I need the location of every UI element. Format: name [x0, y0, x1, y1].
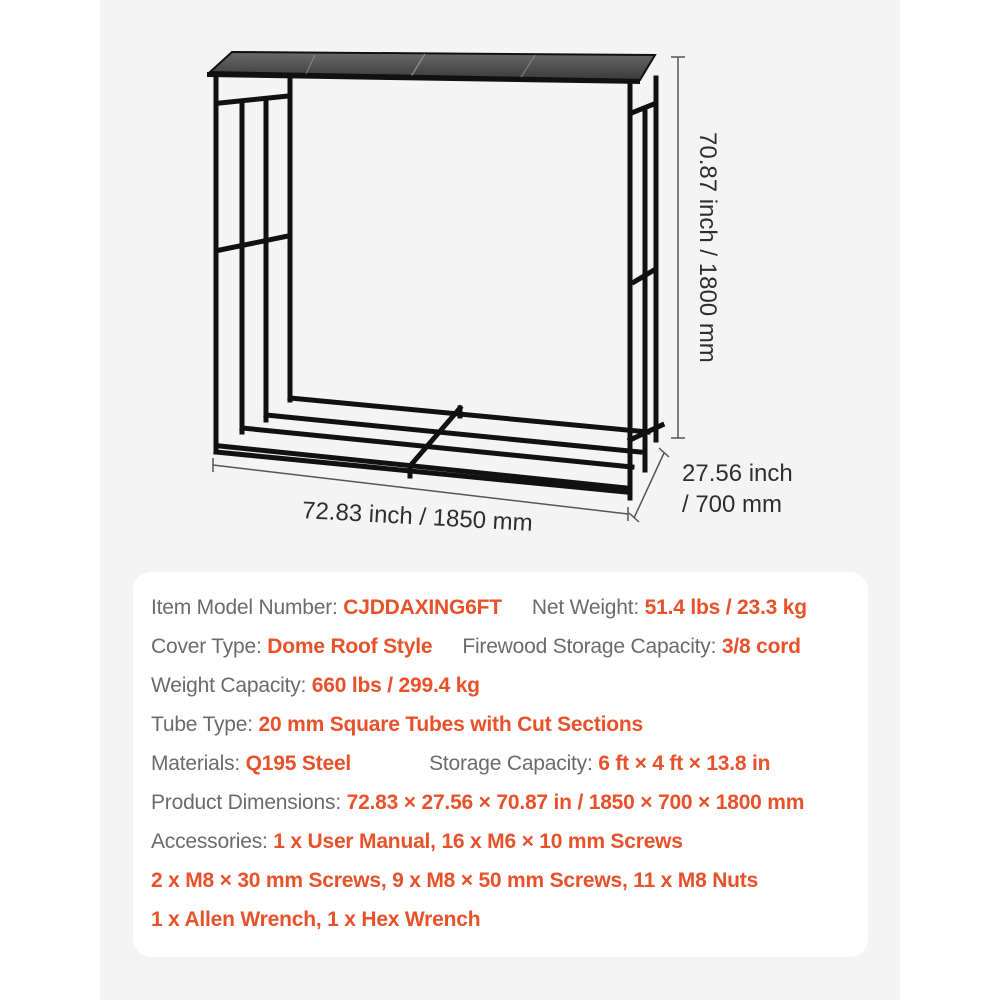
firewood-capacity-value: 3/8 cord	[721, 635, 801, 658]
spec-row-materials	[151, 748, 807, 787]
spec-row-accessories	[151, 826, 807, 865]
firewood-capacity-label: Firewood Storage Capacity:	[462, 635, 722, 658]
spec-list	[151, 592, 807, 943]
weight-capacity-label: Weight Capacity:	[151, 674, 312, 697]
product-dimensions-value: 72.83 × 27.56 × 70.87 in / 1850 × 700 × 1800 mm	[346, 791, 805, 814]
accessories-label: Accessories:	[151, 830, 274, 853]
height-dimension-label: 70.87 inch / 1800 mm	[694, 132, 721, 363]
accessories-value-2: 2 x M8 × 30 mm Screws, 9 x M8 × 50 mm Screws, 11 x M8 Nuts	[151, 869, 759, 892]
spec-card	[133, 572, 868, 957]
depth-dimension-label	[682, 458, 793, 520]
depth-dimension-line2: / 700 mm	[682, 491, 783, 518]
spec-row-model	[151, 592, 807, 631]
depth-dimension-line1: 27.56 inch	[682, 460, 793, 487]
accessories-value-1: 1 x User Manual, 16 x M6 × 10 mm Screws	[273, 830, 683, 853]
spec-row-weight-capacity	[151, 670, 807, 709]
spec-row-cover	[151, 631, 807, 670]
accessories-value-3: 1 x Allen Wrench, 1 x Hex Wrench	[151, 908, 481, 931]
cover-type-label: Cover Type:	[151, 635, 268, 658]
product-dimensions-label: Product Dimensions:	[151, 791, 347, 814]
net-weight-label: Net Weight:	[531, 596, 645, 619]
width-dimension-label: 72.83 inch / 1850 mm	[301, 496, 534, 537]
net-weight-value: 51.4 lbs / 23.3 kg	[644, 596, 807, 619]
materials-label: Materials:	[151, 752, 246, 775]
tube-type-value: 20 mm Square Tubes with Cut Sections	[258, 713, 644, 736]
spec-row-accessories-2	[151, 865, 807, 904]
storage-capacity-value: 6 ft × 4 ft × 13.8 in	[598, 752, 771, 775]
storage-capacity-label: Storage Capacity:	[429, 752, 599, 775]
spec-row-product-dimensions	[151, 787, 807, 826]
cover-type-value: Dome Roof Style	[267, 635, 433, 658]
weight-capacity-value: 660 lbs / 299.4 kg	[311, 674, 480, 697]
item-model-value: CJDDAXING6FT	[343, 596, 502, 619]
spec-row-tube-type	[151, 709, 807, 748]
materials-value: Q195 Steel	[245, 752, 352, 775]
spec-row-accessories-3	[151, 904, 807, 943]
item-model-label: Item Model Number:	[151, 596, 344, 619]
tube-type-label: Tube Type:	[151, 713, 259, 736]
